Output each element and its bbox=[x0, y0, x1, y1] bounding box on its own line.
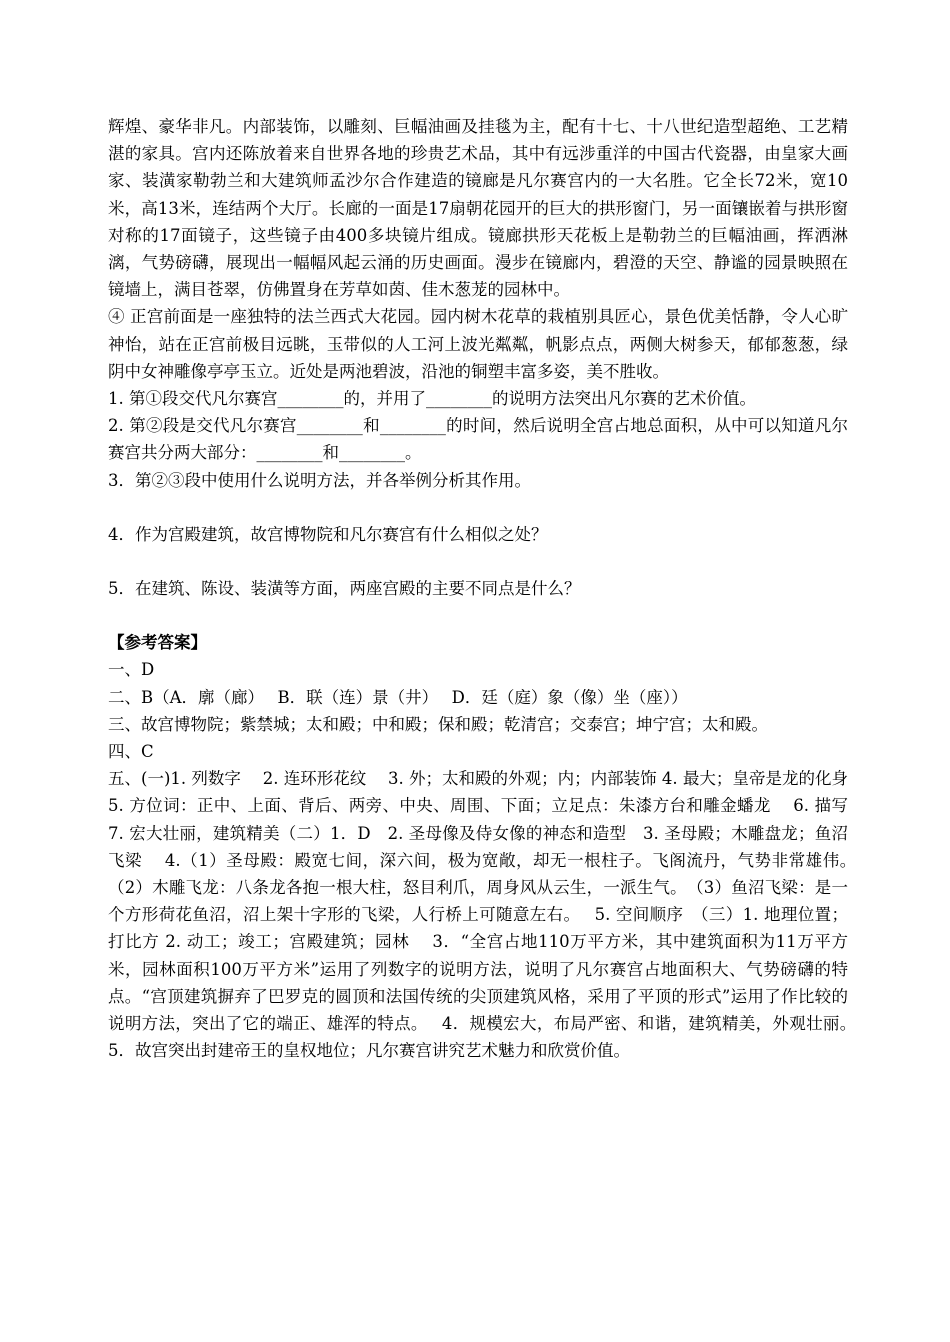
question-4: 4．作为宫殿建筑，故宫博物院和凡尔赛宫有什么相似之处？ bbox=[108, 524, 548, 544]
question-2: 2. 第②段是交代凡尔赛宫________和________的时间，然后说明全宫占地总面积，从中可以知道凡尔赛宫共分两大部分：________和________。 bbox=[108, 416, 848, 463]
answer-space bbox=[108, 548, 848, 575]
answer-5: 五、(一)1. 列数字 2. 连环形花纹 3. 外；太和殿的外观；内；内部装饰 4. 最大；皇帝是龙的化身 5. 方位词：正中、上面、背后、两旁、中央、周围、下面；立足点：朱漆方台和雕金蟠龙 6. 描写 7. 宏大壮丽，建筑精美（二）1．D 2. 圣母像及侍女像的神态和造型 3. 圣母殿；木雕盘龙；鱼沼飞梁 4.（1）圣母殿：殿宽七间，深六间，极为宽敞，却无一根柱子。飞阁流丹，气势非常雄伟。 （2）木雕飞龙：八条龙各抱一根大柱，怒目利爪，周身风从云生，一派生气。 （3）鱼沼飞梁：是一个方形荷花鱼沼，沼上架十字形的飞梁，人行桥上可随意左右。 5. 空间顺序 （三）1. 地理位置；打比方 2. 动工；竣工；宫殿建筑；园林 3．“全宫占地110万平方米，其中建筑面积为11万平方米，园林面积100万平方米”运用了列数字的说明方法，说明了凡尔赛宫占地面积大、气势磅礴的特点。“宫顶建筑摒弃了巴罗克的圆顶和法国传统的尖顶建筑风格，采用了平顶的形式”运用了作比较的说明方法，突出了它的端正、雄浑的特点。 4．规模宏大，布局严密、和谐，建筑精美，外观壮丽。 5．故宫突出封建帝王的皇权地位；凡尔赛宫讲究艺术魅力和欣赏价值。 bbox=[108, 769, 870, 1061]
answer-1: 一、D bbox=[108, 660, 155, 680]
answer-2: 二、B（A．廓（廊） B．联（连）景（井） D．廷（庭）象（像）坐（座）） bbox=[108, 687, 688, 707]
answer-3: 三、故宫博物院；紫禁城；太和殿；中和殿；保和殿；乾清宫；交泰宫；坤宁宫；太和殿。 bbox=[108, 714, 768, 734]
document-page bbox=[108, 113, 870, 1065]
question-3: 3．第②③段中使用什么说明方法，并各举例分析其作用。 bbox=[108, 470, 531, 490]
answers-heading: 【参考答案】 bbox=[108, 633, 207, 653]
passage-paragraph-4: ④ 正宫前面是一座独特的法兰西式大花园。园内树木花草的栽植别具匠心，景色优美恬静，令人心旷神怡，站在正宫前极目远眺，玉带似的人工河上波光粼粼，帆影点点，两侧大树参天，郁郁葱葱，绿阴中女神雕像亭亭玉立。近处是两池碧波，沿池的铜塑丰富多姿，美不胜收。 bbox=[108, 307, 848, 381]
answer-4: 四、C bbox=[108, 742, 154, 762]
answer-space bbox=[108, 494, 848, 521]
passage-paragraph-3: 辉煌、豪华非凡。内部装饰，以雕刻、巨幅油画及挂毯为主，配有十七、十八世纪造型超绝、工艺精湛的家具。宫内还陈放着来自世界各地的珍贵艺术品，其中有远涉重洋的中国古代瓷器，由皇家大画家、装潢家勒勃兰和大建筑师孟沙尔合作建造的镜廊是凡尔赛宫内的一大名胜。它全长72米，宽10米，高13米，连结两个大厅。长廊的一面是17扇朝花园开的巨大的拱形窗门，另一面镶嵌着与拱形窗对称的17面镜子，这些镜子由400多块镜片组成。镜廊拱形天花板上是勒勃兰的巨幅油画，挥洒淋漓，气势磅礴，展现出一幅幅风起云涌的历史画面。漫步在镜廊内，碧澄的天空、静谧的园景映照在镜墙上，满目苍翠，仿佛置身在芳草如茵、佳木葱茏的园林中。 bbox=[108, 117, 848, 300]
question-5: 5．在建筑、陈设、装潢等方面，两座宫殿的主要不同点是什么？ bbox=[108, 579, 581, 599]
question-1: 1. 第①段交代凡尔赛宫________的，并用了________的说明方法突出凡尔赛的艺术价值。 bbox=[108, 389, 756, 409]
answer-space bbox=[108, 602, 848, 629]
